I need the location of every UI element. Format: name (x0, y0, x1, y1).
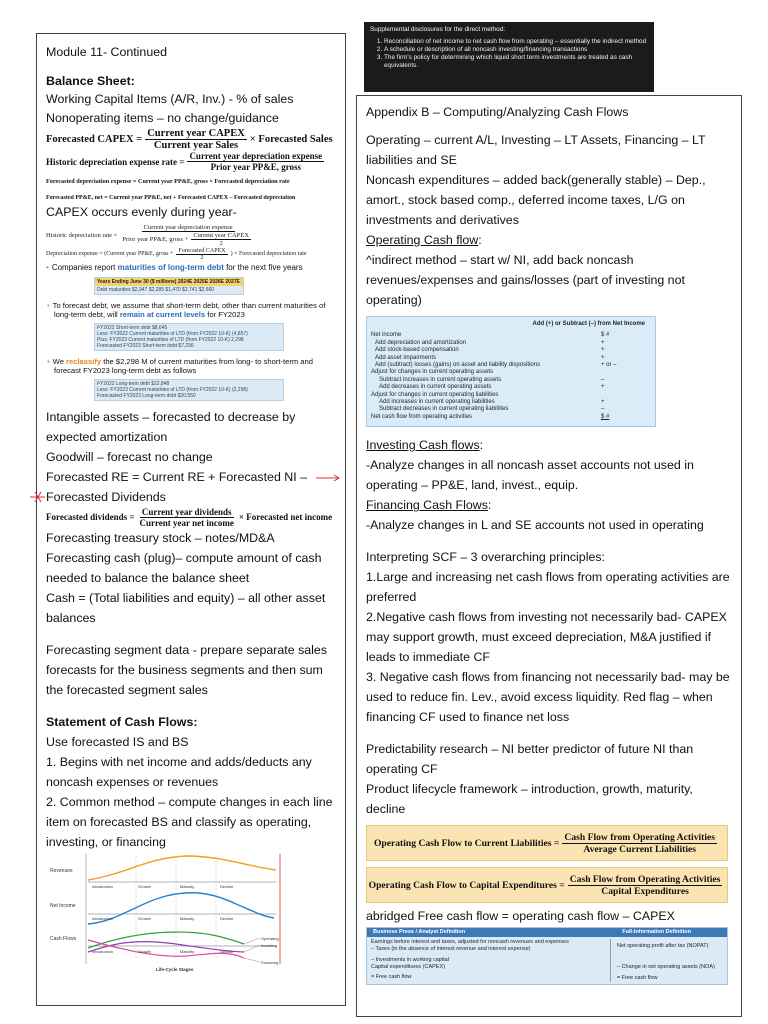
std-bullet (46, 301, 336, 320)
predictability-line: Predictability research – NI better predictor of future NI than operating CF (366, 742, 694, 777)
supplemental-list (384, 38, 648, 70)
row-sign: – (601, 376, 605, 383)
std-table (94, 323, 284, 351)
formula-sub-denominator: 2 (219, 239, 223, 247)
table-row (371, 392, 651, 399)
dep-rate-formula (46, 151, 336, 172)
heading-colon: : (479, 438, 484, 453)
goodwill-line: Goodwill – forecast no change (46, 449, 213, 464)
fcf-heading: Financing Cash Flows (366, 498, 488, 513)
legend-label: Operating (261, 936, 279, 941)
ltd-bullet (46, 263, 336, 273)
scf-line-1: Use forecasted IS and BS (46, 734, 189, 749)
stage-label: Growth (138, 916, 151, 921)
principle-1: 1.Large and increasing net cash flows from operating activities are preferred (366, 570, 730, 605)
fcf-heading-line (366, 495, 732, 515)
classification-line: Operating – current A/L, Investing – LT Assets, Financing – LT liabilities and SE (366, 133, 706, 167)
ltd-maturities-table (94, 277, 244, 295)
row-label: Add (subtract) losses (gains) on asset and liability dispositions (375, 362, 541, 369)
table-row: Less: FY2023 Current maturities of LTD (from FY2022 10-K) (2,298) (97, 386, 248, 393)
bullet-icon: • (46, 262, 49, 272)
table-row (371, 406, 651, 413)
table-row: FY2022 Long-term debt $22,848 (97, 380, 170, 387)
formula-numerator: Current year dividends (141, 506, 232, 517)
indirect-method-line: ^indirect method – start w/ NI, add back noncash revenues/expenses and gains/losses (part of investing not operating) (366, 253, 685, 307)
table-row (371, 362, 651, 369)
formula-lhs: Forecasted dividends = (46, 512, 135, 523)
table-row (371, 340, 651, 347)
table-header: Years Ending June 30 ($ millions) 2024E 2025E 2026E 2027E (95, 278, 243, 286)
dep-expense-formula-2 (46, 248, 336, 261)
right-notes-panel (356, 95, 742, 1017)
formula-rhs: ) × Forecasted depreciation rate (230, 251, 307, 258)
abridged-fcf-line: abridged Free cash flow = operating cash flow – CAPEX (366, 909, 675, 924)
scf-line-2: 1. Begins with net income and adds/deducts any noncash expenses or revenues (46, 754, 312, 789)
intangible-line: Intangible assets – forecasted to decrease by expected amortization (46, 409, 296, 444)
re-line-text: Forecasted RE = Current RE + Forecasted NI – (46, 469, 308, 484)
row-label: Add depreciation and amortization (375, 339, 467, 346)
formula-numerator: Forecasted CAPEX (178, 247, 226, 254)
formula-lhs: Operating Cash Flow to Capital Expenditures = (368, 879, 565, 891)
ocf-heading: Operating Cash flow (366, 233, 479, 247)
table-cell: Earnings before interest and taxes, adjusted for noncash revenues and expenses (371, 939, 569, 946)
table-left-column (371, 939, 611, 982)
supplemental-item: 2. A schedule or description of all noncash investing/financing transactions (384, 46, 648, 54)
row-sign: – (601, 406, 605, 413)
table-cell: – Change in net operating assets (NOA) (617, 964, 715, 971)
table-cell: = Free cash flow (617, 975, 658, 982)
bullet-highlight: remain at current levels (119, 310, 206, 320)
table-row: Plus: FY2023 Current maturities of LTD (from FY2022 10-K) 2,298 (97, 336, 244, 343)
left-notes-panel (36, 33, 346, 1006)
header-left: Business Press / Analyst Definition (373, 929, 466, 936)
table-row (371, 369, 651, 376)
ocf-to-cl-formula (366, 825, 728, 861)
icf-text: -Analyze changes in all noncash asset accounts not used in operating – PP&E, land, invest., equip. (366, 458, 694, 493)
chart-xlabel: Life-Cycle Stages (156, 967, 194, 972)
stage-label: Maturity (180, 884, 195, 889)
supplemental-disclosures-box (364, 22, 654, 92)
bullet-text: for the next five years (223, 262, 303, 272)
row-label: Add decreases in current operating assets (379, 384, 492, 391)
row-sign: + (601, 399, 605, 406)
module-title: Module 11- Continued (46, 45, 168, 59)
lifecycle-chart (46, 852, 286, 974)
legend-label: Investing (261, 943, 278, 948)
fcf-text: -Analyze changes in L and SE accounts not used in operating (366, 518, 704, 533)
stage-label: Growth (138, 884, 151, 889)
row-label: Revenues (50, 868, 73, 874)
stage-label: Decline (220, 884, 234, 889)
cash-plug-line: Forecasting cash (plug)– compute amount of cash needed to balance the balance sheet (46, 550, 322, 585)
re-line (46, 467, 336, 487)
reclass-table (94, 379, 284, 401)
reclass-bullet (46, 357, 336, 376)
capex-evenly-line: CAPEX occurs evenly during year- (46, 205, 237, 220)
stage-label: Maturity (180, 949, 195, 954)
formula-numerator: Current year depreciation expense (189, 151, 323, 162)
table-cell: – Taxes (in the absence of interest revenue and interest expense) (371, 946, 531, 953)
scf-line-3: 2. Common method – compute changes in each line item on forecasted BS and classify as operating, investing, or financing (46, 794, 333, 849)
red-asterisk-annotation (30, 491, 46, 503)
principle-2: 2.Negative cash flows from investing not necessarily bad- CAPEX may support growth, must exceed depreciation, M&A justified if leads to immediate CF (366, 610, 727, 665)
table-row (371, 347, 651, 354)
stage-label: Maturity (180, 916, 195, 921)
hist-dep-rate-formula (46, 224, 336, 247)
row-label: Add increases in current operating liabilities (379, 399, 495, 406)
supplemental-title: Supplemental disclosures for the direct method: (370, 26, 505, 33)
interpret-title: Interpreting SCF – 3 overarching principles: (366, 550, 605, 565)
icf-heading-line (366, 435, 732, 455)
re-line-text: Forecasted Dividends (46, 489, 166, 504)
re-line-2 (46, 487, 336, 507)
ocf-to-capex-formula (366, 867, 728, 903)
table-row: Less: FY2022 Current maturities of LTD (from FY2022 10-K) (4,857) (97, 330, 248, 337)
table-row (371, 355, 651, 362)
bullet-icon: • (47, 300, 50, 310)
appendix-title: Appendix B – Computing/Analyzing Cash Flows (366, 105, 629, 119)
formula-denominator: Prior year PP&E, gross (210, 162, 302, 173)
bullet-text: Companies report (51, 262, 118, 272)
row-label: Adjust for changes in current operating assets (371, 369, 494, 376)
table-header: Add (+) or Subtract (–) from Net Income (532, 321, 645, 327)
table-cell: Capital expenditures (CAPEX) (371, 964, 445, 971)
bullet-text: for FY2023 (205, 310, 245, 320)
row-sign: $ # (601, 332, 610, 339)
table-row (371, 399, 651, 406)
row-sign: + (601, 354, 605, 361)
segment-line: Forecasting segment data - prepare separate sales forecasts for the business segments and then sum the forecasted segment sales (46, 642, 328, 697)
row-sign: + or – (601, 362, 617, 369)
formula-numerator: Current year depreciation expense (143, 223, 233, 231)
formula-denominator: Prior year PP&E, gross + (122, 235, 189, 243)
heading-colon: : (487, 498, 492, 513)
table-row (371, 384, 651, 391)
supplemental-item: 3. The firm's policy for determining which liquid short term investments are treated as cash equivalents. (384, 54, 648, 70)
table-right-column (611, 939, 715, 982)
table-cell: – Investments in working capital (371, 957, 449, 964)
formula-lhs: Historic depreciation expense rate = (46, 156, 185, 167)
scf-heading: Statement of Cash Flows: (46, 714, 198, 729)
formula-lhs: Forecasted CAPEX = (46, 134, 143, 146)
table-row: Debt maturities $2,947 $2,285 $1,470 $2,741 $2,660 (97, 286, 215, 293)
bullet-highlight: reclassify (66, 356, 102, 366)
formula-sub-numerator: Current year CAPEX (193, 231, 249, 239)
row-sign: + (601, 384, 605, 391)
icf-heading: Investing Cash flows (366, 438, 480, 453)
table-row (371, 414, 651, 424)
formula-lhs: Historic depreciation rate = (46, 231, 118, 239)
table-row: Forecasted FY2023 Short-term debt $7,296 (97, 342, 194, 349)
stage-label: Growth (138, 949, 151, 954)
dividends-formula (46, 507, 336, 528)
formula-denominator: Current year Sales (153, 140, 239, 152)
bullet-text: To forecast debt, we assume that short-term debt, other than current maturities of long-term debt, will (52, 300, 326, 320)
stage-label: Decline (220, 949, 234, 954)
row-label: Net income (371, 332, 402, 339)
table-row: Forecasted FY2023 Long-term debt $20,550 (97, 392, 196, 399)
bullet-highlight: maturities of long-term debt (117, 262, 224, 272)
formula-numerator: Cash Flow from Operating Activities (569, 873, 721, 885)
table-cell: Net operating profit after tax (NOPAT) (617, 943, 709, 950)
row-sign: + (601, 347, 605, 354)
row-sign: $ # (601, 413, 610, 420)
lifecycle-line: Product lifecycle framework – introduction, growth, maturity, decline (366, 782, 693, 817)
formula-numerator: Cash Flow from Operating Activities (564, 831, 716, 843)
ocf-heading-line (366, 230, 732, 250)
formula-denominator: Current year net income (139, 517, 234, 528)
formula-denominator: 2 (200, 254, 204, 261)
formula-denominator: Average Current Liabilities (583, 843, 697, 855)
row-sign: + (601, 339, 605, 346)
dep-expense-formula: Forecasted depreciation expense = Current year PP&E, gross × Forecasted depreciation rate (46, 178, 290, 186)
row-label: Subtract decreases in current operating liabilities (379, 406, 509, 413)
formula-numerator: Current year CAPEX (147, 128, 245, 140)
row-sign (601, 369, 651, 376)
red-arrow-annotation (314, 473, 342, 483)
row-label: Net cash flow from operating activities (371, 413, 473, 420)
stage-label: Decline (220, 916, 234, 921)
operating-cf-table (366, 316, 656, 427)
formula-denominator: Capital Expenditures (601, 885, 689, 897)
table-row (371, 377, 651, 384)
ppe-formula: Forecasted PP&E, net = Current year PP&E, net + Forecasted CAPEX – Forecasted depreciation (46, 195, 296, 202)
stage-label: Introduction (92, 916, 113, 921)
table-row (371, 332, 651, 339)
row-label: Net Income (50, 903, 76, 909)
nonoperating-line: Nonoperating items – no change/guidance (46, 110, 279, 125)
stage-label: Introduction (92, 884, 113, 889)
heading-colon: : (478, 233, 482, 247)
header-right: Full-Information Definition (622, 929, 691, 936)
row-label: Adjust for changes in current operating liabilities (371, 391, 499, 398)
row-sign (601, 392, 651, 399)
supplemental-item: 1. Reconciliation of net income to net cash flow from operating – essentially the indirect method (384, 38, 648, 46)
treasury-line: Forecasting treasury stock – notes/MD&A (46, 530, 275, 545)
legend-label: Financing (261, 960, 279, 965)
formula-rhs: × Forecasted Sales (249, 134, 333, 146)
balance-sheet-heading: Balance Sheet: (46, 73, 135, 88)
revenue-curve (88, 856, 276, 880)
row-label: Subtract increases in current operating assets (379, 376, 502, 383)
table-cell: = Free cash flow (371, 974, 412, 981)
row-label: Cash Flows (50, 936, 77, 942)
bullet-text: We (52, 356, 67, 366)
bullet-icon: • (47, 356, 50, 366)
formula-lhs: Operating Cash Flow to Current Liabilities = (373, 837, 560, 849)
principle-3: 3. Negative cash flows from financing not necessarily bad- may be used to reduce fin. Lev., avoid excess liquidity. Red flag – when financing CF used to finance net loss (366, 670, 730, 725)
noncash-line: Noncash expenditures – added back(generally stable) – Dep., amort., stock based comp., deferred income taxes, L/G on investments and derivatives (366, 173, 706, 227)
formula-lhs: Depreciation expense = (Current year PP&E, gross + (46, 251, 174, 258)
formula-rhs: × Forecasted net income (238, 512, 333, 523)
cash-equation-line: Cash = (Total liabilities and equity) – all other asset balances (46, 590, 326, 625)
table-row: FY2022 Short-term debt $8,645 (97, 324, 168, 331)
row-label: Add asset impairments (375, 354, 437, 361)
row-label: Add stock-based compensation (375, 347, 459, 354)
free-cash-flow-table (366, 927, 728, 985)
capex-formula (46, 128, 336, 151)
table-header (367, 928, 727, 937)
bullet-text: the $2,298 M of current maturities from long- to short-term and forecast FY2023 long-term debt as follows (54, 356, 313, 376)
stage-label: Introduction (92, 949, 113, 954)
working-capital-line: Working Capital Items (A/R, Inv.) - % of sales (46, 92, 294, 107)
